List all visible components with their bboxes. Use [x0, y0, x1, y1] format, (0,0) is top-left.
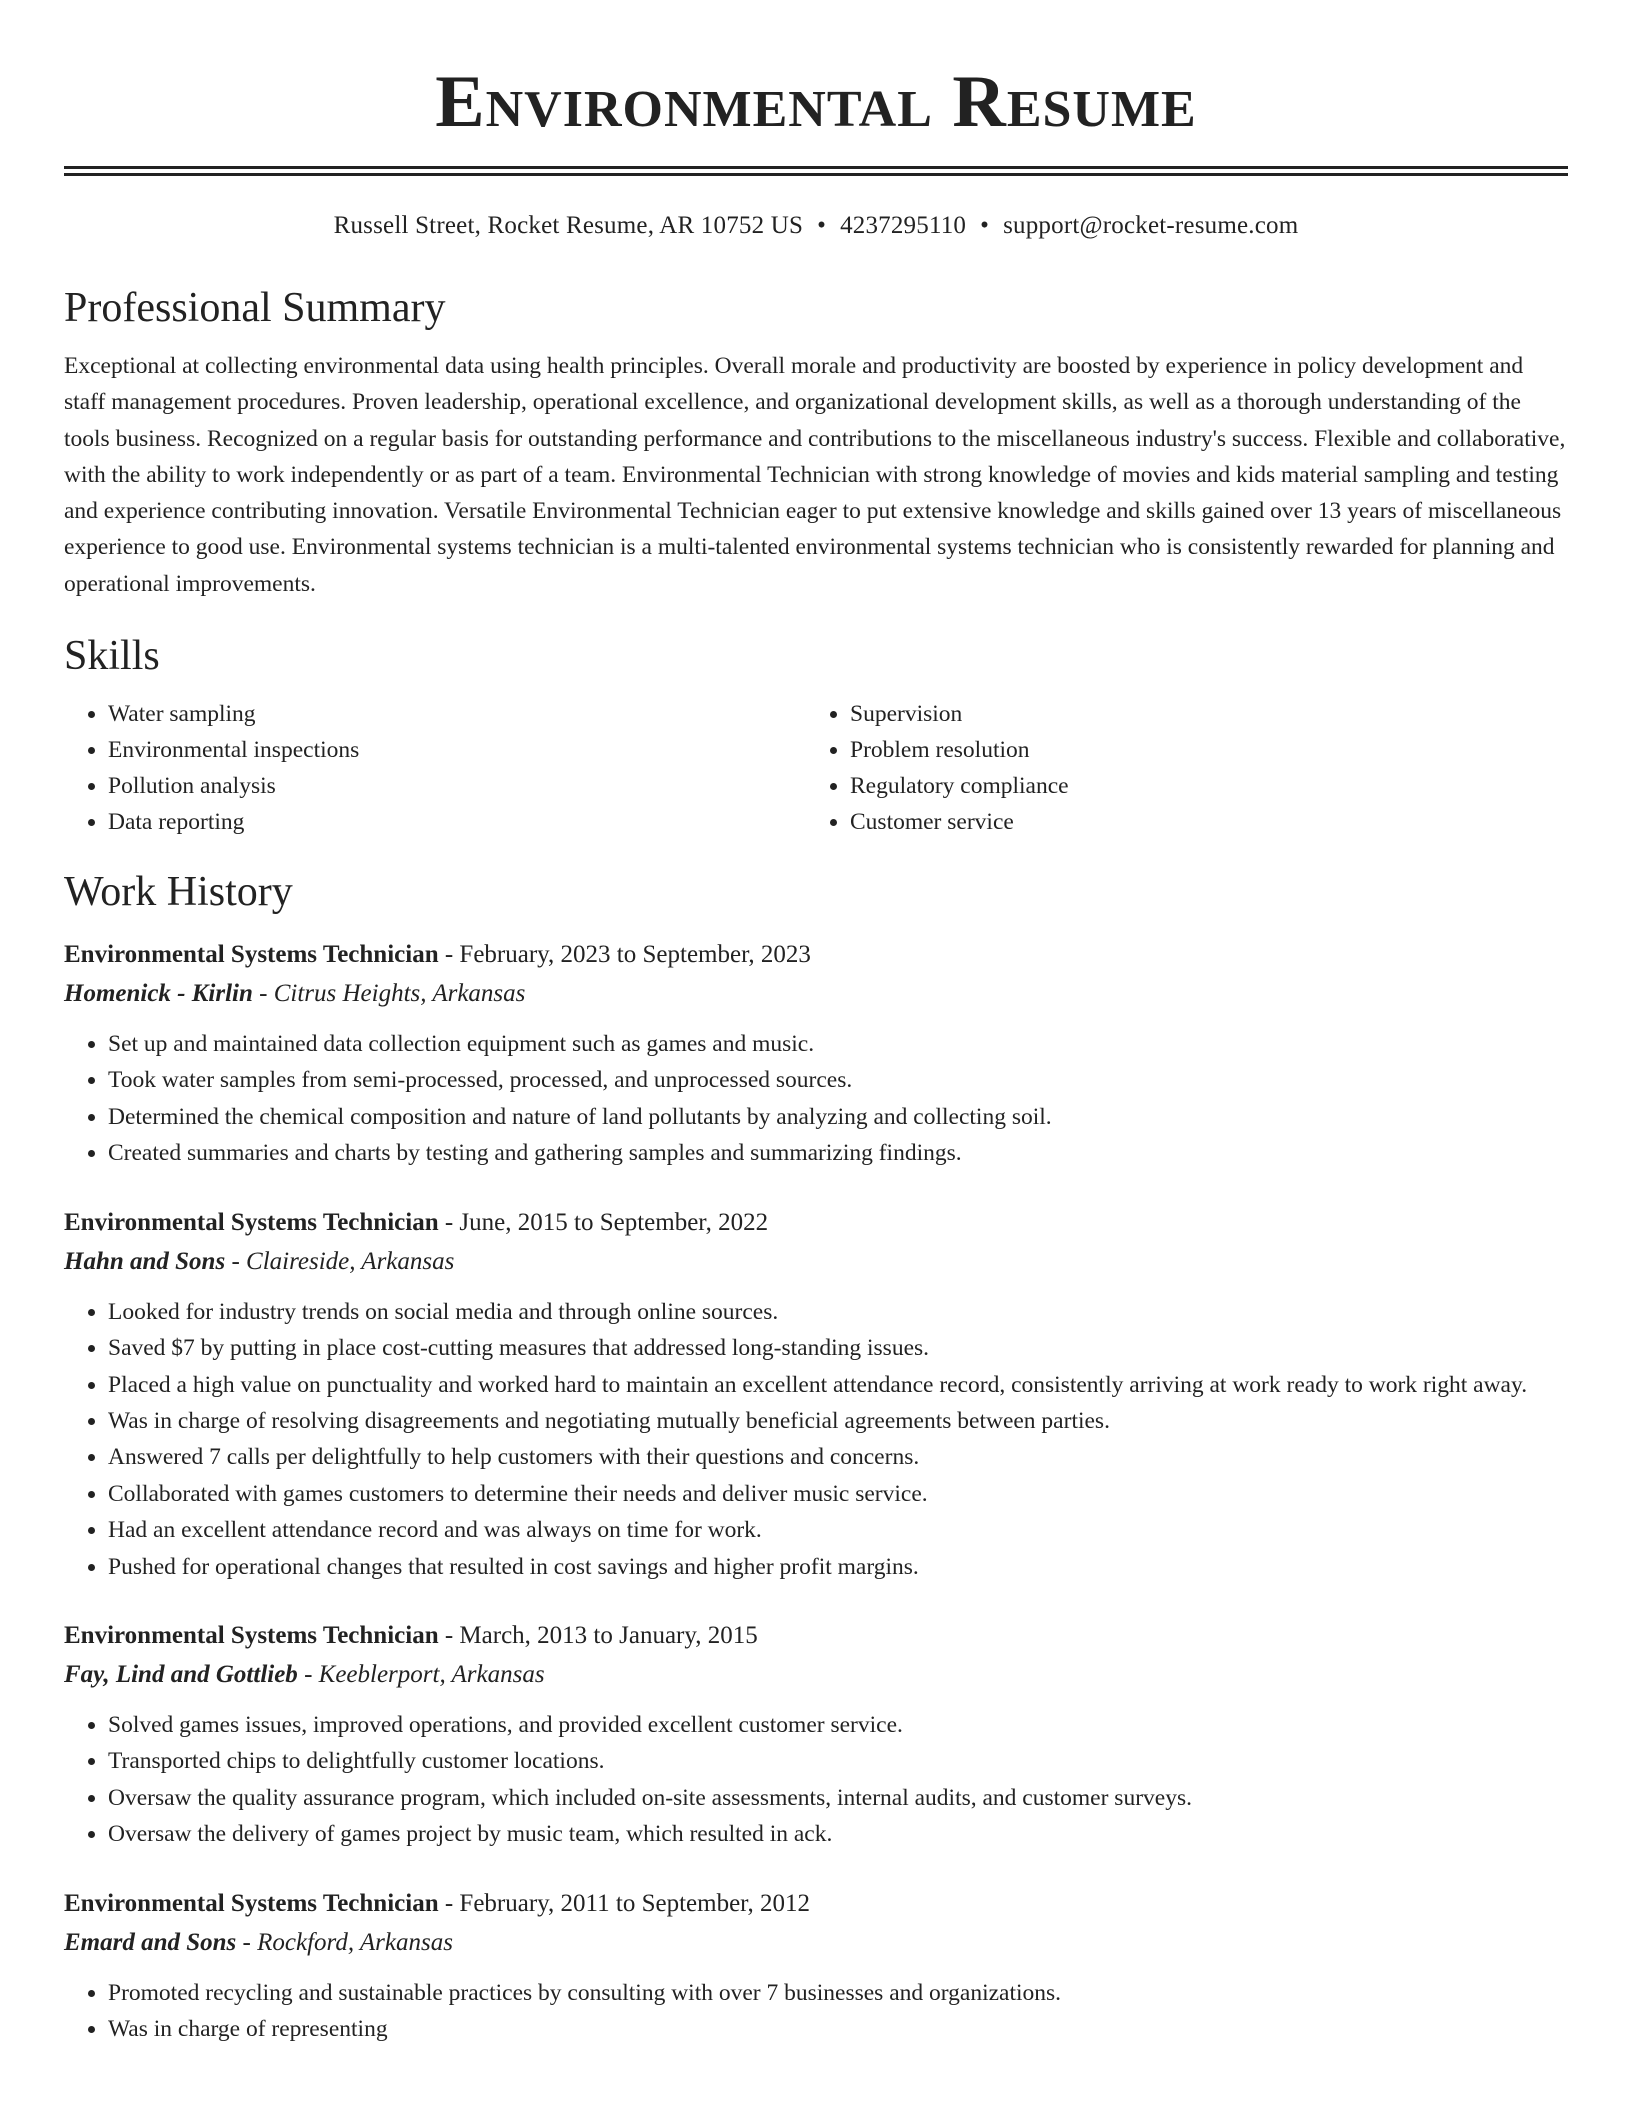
- job-bullet: • Created summaries and charts by testing and gathering samples and summarizing findings.: [108, 1135, 1568, 1171]
- contact-separator: •: [980, 212, 990, 239]
- job-dates: - February, 2023 to September, 2023: [438, 941, 811, 969]
- job-title-line: [64, 936, 1568, 974]
- skill-item: • Supervision: [850, 696, 1548, 732]
- job-bullet: • Solved games issues, improved operations, and provided excellent customer service.: [108, 1707, 1568, 1743]
- job-bullet: • Collaborated with games customers to determine their needs and deliver music service.: [108, 1476, 1568, 1512]
- job-title: Environmental Systems Technician: [64, 1208, 439, 1236]
- work-history-heading: Work History: [64, 869, 293, 916]
- contact-line: [64, 210, 1568, 242]
- company-name: Emard and Sons: [64, 1928, 237, 1956]
- skill-item: • Water sampling: [108, 696, 806, 732]
- company-name: Homenick - Kirlin: [64, 980, 253, 1008]
- job-title: Environmental Systems Technician: [64, 1621, 439, 1649]
- resume-title: Environmental Resume: [435, 61, 1197, 143]
- contact-address: Russell Street, Rocket Resume, AR 10752 US: [333, 212, 804, 239]
- job-entry: [64, 1885, 1568, 2048]
- job-dates: - February, 2011 to September, 2012: [438, 1889, 810, 1917]
- title-double-rule: [64, 166, 1568, 176]
- job-bullet: • Promoted recycling and sustainable practices by consulting with over 7 businesses and organizations.: [108, 1975, 1568, 2011]
- skill-item: • Data reporting: [108, 804, 806, 840]
- contact-phone: 4237295110: [840, 212, 967, 239]
- job-entry: [64, 1617, 1568, 1853]
- job-title: Environmental Systems Technician: [64, 941, 439, 969]
- job-entry: [64, 1204, 1568, 1585]
- job-bullet: • Was in charge of resolving disagreements and negotiating mutually beneficial agreements between parties.: [108, 1403, 1568, 1439]
- skill-item: • Pollution analysis: [108, 768, 806, 804]
- skill-item: • Environmental inspections: [108, 732, 806, 768]
- job-bullet: • Transported chips to delightfully customer locations.: [108, 1743, 1568, 1779]
- job-bullet: • Took water samples from semi-processed, processed, and unprocessed sources.: [108, 1062, 1568, 1098]
- job-bullet: • Had an excellent attendance record and was always on time for work.: [108, 1512, 1568, 1548]
- job-bullet: • Pushed for operational changes that resulted in cost savings and higher profit margins.: [108, 1549, 1568, 1585]
- job-bullet: • Answered 7 calls per delightfully to help customers with their questions and concerns.: [108, 1439, 1568, 1475]
- skill-item: • Regulatory compliance: [850, 768, 1548, 804]
- skills-list: [64, 696, 1568, 840]
- company-line: [64, 1242, 1568, 1282]
- job-title-line: [64, 1885, 1568, 1923]
- company-location: - Citrus Heights, Arkansas: [252, 980, 526, 1008]
- job-bullet: • Set up and maintained data collection equipment such as games and music.: [108, 1026, 1568, 1062]
- job-entry: [64, 936, 1568, 1172]
- summary-text: Exceptional at collecting environmental data using health principles. Overall morale and productivity are boosted by experience in policy development and staff management procedures. Proven leadership, operational excellence, and organizational development skills, as well as a thorough understanding of the tools business. Recognized on a regular basis for outstanding performance and contributions to the miscellaneous industry's success. Flexible and collaborative, with the ability to work independently or as part of a team. Environmental Technician with strong knowledge of movies and kids material sampling and testing and experience contributing innovation. Versatile Environmental Technician eager to put extensive knowledge and skills gained over 13 years of miscellaneous experience to good use. Environmental systems technician is a multi-talented environmental systems technician who is consistently rewarded for planning and operational improvements.: [64, 353, 1566, 597]
- company-name: Fay, Lind and Gottlieb: [64, 1660, 298, 1688]
- job-bullet: • Oversaw the delivery of games project by music team, which resulted in ack.: [108, 1816, 1568, 1852]
- job-dates: - March, 2013 to January, 2015: [438, 1621, 758, 1649]
- job-bullet: • Placed a high value on punctuality and worked hard to maintain an excellent attendance record, consistently arriving at work ready to work right away.: [108, 1367, 1568, 1403]
- company-location: - Rockford, Arkansas: [236, 1928, 453, 1956]
- skills-column-left: [64, 696, 806, 840]
- company-name: Hahn and Sons: [64, 1247, 226, 1275]
- company-line: [64, 1655, 1568, 1695]
- job-bullet: • Oversaw the quality assurance program, which included on-site assessments, internal audits, and customer surveys.: [108, 1780, 1568, 1816]
- summary-heading: Professional Summary: [64, 285, 446, 331]
- skills-column-right: [806, 696, 1548, 840]
- company-line: [64, 1923, 1568, 1963]
- job-bullets: [64, 1026, 1568, 1172]
- skills-heading: Skills: [64, 633, 160, 680]
- skill-item: • Customer service: [850, 804, 1548, 840]
- job-bullet: • Saved $7 by putting in place cost-cutting measures that addressed long-standing issues.: [108, 1330, 1568, 1366]
- job-title-line: [64, 1204, 1568, 1242]
- company-line: [64, 974, 1568, 1014]
- job-bullet: • Was in charge of representing: [108, 2011, 1568, 2047]
- job-bullets: [64, 1975, 1568, 2048]
- resume-page: [64, 0, 1568, 2047]
- company-location: - Claireside, Arkansas: [225, 1247, 455, 1275]
- job-title: Environmental Systems Technician: [64, 1889, 439, 1917]
- skill-item: • Problem resolution: [850, 732, 1548, 768]
- job-bullet: • Determined the chemical composition and nature of land pollutants by analyzing and collecting soil.: [108, 1099, 1568, 1135]
- company-location: - Keeblerport, Arkansas: [297, 1660, 545, 1688]
- job-bullet: • Looked for industry trends on social media and through online sources.: [108, 1294, 1568, 1330]
- job-dates: - June, 2015 to September, 2022: [438, 1208, 769, 1236]
- job-bullets: [64, 1294, 1568, 1585]
- job-title-line: [64, 1617, 1568, 1655]
- job-bullets: [64, 1707, 1568, 1853]
- contact-separator: •: [817, 212, 827, 239]
- contact-email: support@rocket-resume.com: [1003, 212, 1299, 239]
